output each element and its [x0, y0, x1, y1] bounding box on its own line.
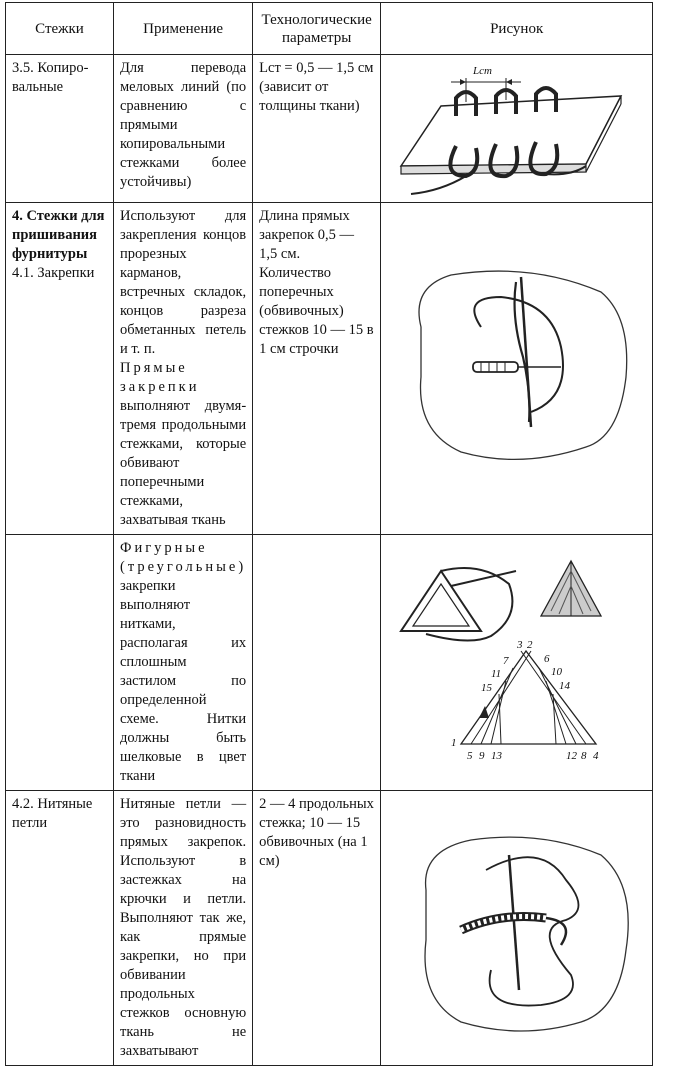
cell-stitch-copy	[6, 55, 114, 203]
cell-application-loops	[114, 791, 253, 1066]
table-row-bartacks	[6, 203, 653, 535]
cell-application-bartacks	[114, 203, 253, 535]
copy-stitch-illustration	[381, 56, 652, 202]
diagram-label: 12	[566, 749, 578, 762]
diagram-label: 9	[479, 749, 485, 762]
emphasis-term: Фигурные (треугольные)	[120, 540, 247, 575]
params-text: Lст = 0,5 — 1,5 см (зависит от толщины ткани)	[259, 60, 374, 114]
cell-stitch-figured-empty	[6, 535, 114, 791]
cell-params-loops	[253, 791, 381, 1066]
cell-params-bartacks	[253, 203, 381, 535]
table-row-figured-bartacks	[6, 535, 653, 791]
params-text: Длина прямых закрепок 0,5 — 1,5 см. Количество поперечных (обвивочных) стежков 10 — 15 в 1 см строчки	[259, 208, 374, 357]
cell-application-figured	[114, 535, 253, 791]
application-text: Используют для закрепления концов прорезных карманов, встречных складок, концов разреза обметанных петель и т. п.	[120, 208, 247, 357]
emphasis-term: Прямые закрепки	[120, 360, 200, 395]
header-stitches: Стежки	[6, 3, 114, 55]
table-row-thread-loops	[6, 791, 653, 1066]
application-text-continued: выполняют двумя-тремя продольными стежками, которые обвивают поперечными стежками, захватывая ткань	[120, 398, 247, 528]
diagram-label: 13	[491, 749, 503, 762]
table-row-copy-stitches	[6, 55, 653, 203]
diagram-label: 10	[551, 665, 563, 678]
diagram-label: 7	[503, 654, 509, 667]
cell-stitch-bartacks	[6, 203, 114, 535]
diagram-label: 5	[467, 749, 473, 762]
stitch-name: 3.5. Копиро-вальные	[12, 60, 89, 95]
application-text: Для перевода меловых линий (по сравнению с прямыми копировальными стежками более устойчивы)	[120, 60, 247, 190]
stitch-name: 4.1. Закрепки	[12, 265, 95, 281]
cell-figure-loops	[381, 791, 653, 1066]
application-text: закрепки выполняют нитками, располагая их сплошным застилом по определенной схеме. Нитки должны быть шелковые в цвет ткани	[120, 578, 247, 784]
diagram-label: 15	[481, 681, 493, 694]
header-row	[6, 3, 653, 55]
header-figure: Рисунок	[381, 3, 653, 55]
bartack-illustration	[381, 207, 652, 531]
diagram-label: 6	[544, 652, 550, 665]
cell-figure-figured	[381, 535, 653, 791]
diagram-label: 11	[491, 667, 502, 680]
stitch-name: 4.2. Нитяные петли	[12, 796, 93, 831]
cell-figure-copy	[381, 55, 653, 203]
cell-params-figured-empty	[253, 535, 381, 791]
params-text: 2 — 4 продольных стежка; 10 — 15 обвивочных (на 1 см)	[259, 796, 374, 869]
diagram-label: 3	[517, 638, 523, 651]
application-text: Нитяные петли — это разновидность прямых закрепок. Используют в застежках на крючки и петли. Выполняют так же, как прямые закрепки, но при обвивании продольных стежков основную ткань не захватывают	[120, 796, 247, 1059]
cell-stitch-loops	[6, 791, 114, 1066]
stitches-table	[5, 2, 653, 1066]
thread-loop-illustration	[381, 800, 652, 1056]
header-parameters: Технологические параметры	[253, 3, 381, 55]
cell-figure-bartacks	[381, 203, 653, 535]
triangle-bartack-illustration	[381, 556, 652, 770]
cell-application-copy	[114, 55, 253, 203]
dimension-label: Lст	[473, 64, 493, 77]
diagram-label: 1	[451, 736, 457, 749]
diagram-label: 2	[527, 638, 533, 651]
section-title: 4. Стежки для пришивания фурнитуры	[12, 208, 105, 262]
cell-params-copy	[253, 55, 381, 203]
diagram-label: 14	[559, 679, 571, 692]
header-application: Применение	[114, 3, 253, 55]
diagram-label: 8	[581, 749, 587, 762]
diagram-label: 4	[593, 749, 599, 762]
